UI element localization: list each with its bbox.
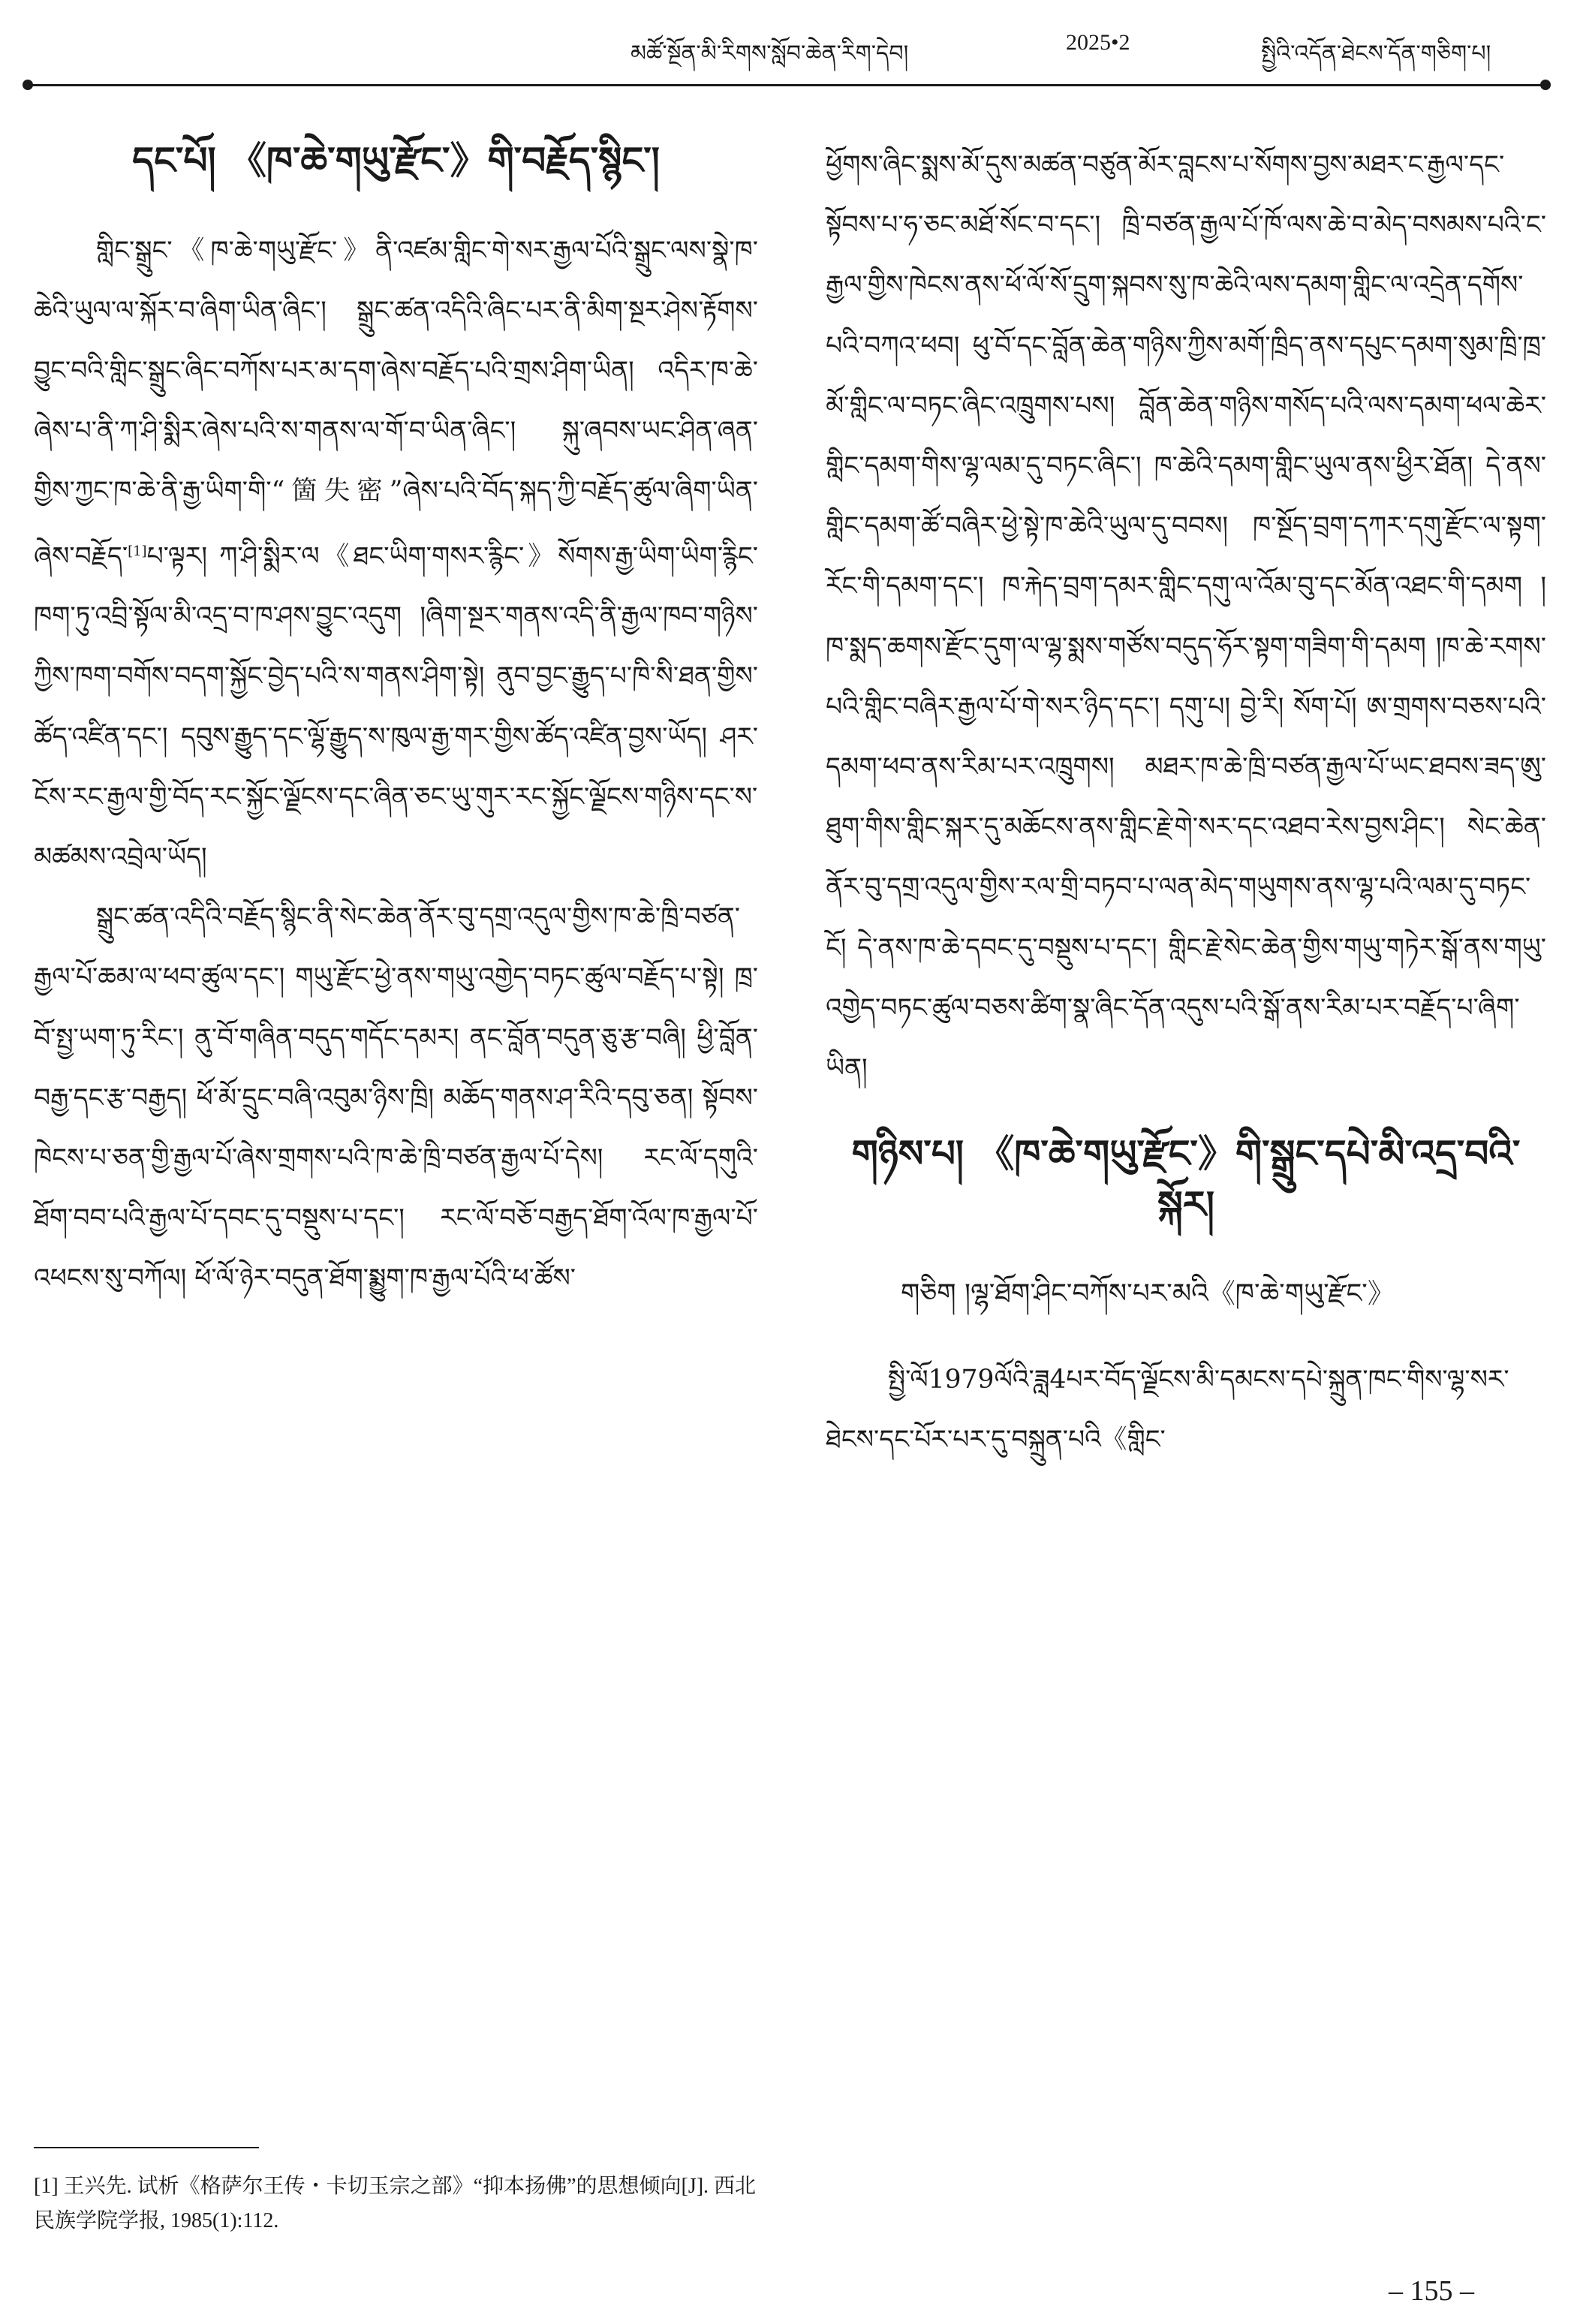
section-one-title: དང་པོ། 《ཁ་ཆེ་གཡུ་རྫོང་》གི་བརྗོད་སྙིང་། [132, 138, 660, 182]
page-number: – 155 – [1389, 2275, 1474, 2307]
running-header [0, 29, 1574, 74]
body-paragraph: ཕྱོགས་ཞིང་སྨས་མོ་དུས་མཚན་བཙུན་མོར་བླངས་པ་སོགས་བྱས་མཐར་ང་རྒྱལ་དང་སྟོབས་པ་ཧ་ཅང་མཐོ་སོང་བ་དང་། ཁྲི་བཙན་རྒྱལ་པོ་ཁོ་ལས་ཆེ་བ་མེད་བསམས་པའི་ང་རྒྱལ་གྱིས་ཁེངས་ནས་ཕོ་ལོ་སོ་དྲུག་སྐབས་སུ་ཁ་ཆེའི་ལས་དམག་གླིང་ལ་འདྲེན་དགོས་པའི་བཀའ་ཕབ། ཕུ་བོ་དང་བློན་ཆེན་གཉིས་ཀྱིས་མགོ་ཁྲིད་ནས་དཔུང་དམག་སུམ་ཁྲི་ཁྲ་མོ་གླིང་ལ་བཏང་ཞིང་འཁྲུགས་པས། བློན་ཆེན་གཉིས་གསོད་པའི་ལས་དམག་ཕལ་ཆེར་གླིང་དམག་གིས་ལྷ་ལམ་དུ་བཏང་ཞིང་། ཁ་ཆེའི་དམག་གླིང་ཡུལ་ནས་ཕྱིར་ཐོན། དེ་ནས་གླིང་དམག་ཚོ་བཞིར་ཕྱེ་སྟེ་ཁ་ཆེའི་ཡུལ་དུ་བབས། ཁ་སྔོད་བྲག་དཀར་དགུ་རྫོང་ལ་སྟག་རོང་གི་དམག་དང་། ཁ་རྐེད་བྲག་དམར་གླིང་དགུ་ལ་འོམ་བུ་དང་མོན་འཐང་གི་དམག །ཁ་སྨད་ཆགས་རྫོང་དུག་ལ་ལྷ་སྨས་གཙོས་བདུད་ཧོར་སྟག་གཟིག་གི་དམག །ཁ་ཆེ་རགས་པའི་གླིང་བཞིར་རྒྱལ་པོ་གེ་སར་ཉིད་དང་། དགུ་པ། བྱེ་རི། སོག་པོ། ཨ་གྲགས་བཅས་པའི་དམག་ཕབ་ནས་རིམ་པར་འཁྲུགས། མཐར་ཁ་ཆེ་ཁྲི་བཙན་རྒྱལ་པོ་ཡང་ཐབས་ཟད་ཨུ་ཐུག་གིས་གླིང་སྐར་དུ་མཆོངས་ནས་གླིང་རྗེ་གེ་སར་དང་འཐབ་རེས་བྱས་ཤིང་། སེང་ཆེན་ནོར་བུ་དགྲ་འདུལ་གྱིས་རལ་གྲི་བཏབ་པ་ལན་མེད་གཡུགས་ནས་ལྷ་པའི་ལམ་དུ་བཏང་ངོ། དེ་ནས་ཁ་ཆེ་དབང་དུ་བསྡུས་པ་དང་། གླིང་རྗེ་སེང་ཆེན་གྱིས་གཡུ་གཏེར་སྒོ་ནས་གཡུ་འགྱེད་བཏང་ཚུལ་བཅས་ཚིག་སྣ་ཞིང་དོན་འདུས་པའི་སྒོ་ནས་རིམ་པར་བརྗོད་པ་ཞིག་ཡིན། [826, 150, 1546, 1084]
paragraph-text: པ་ལྟར། ཀ་ཤི་སྨིར་ལ《ཐང་ཡིག་གསར་རྙིང་》སོགས་རྒྱ་ཡིག་ཡིག་རྙིང་ཁག་ཏུ་འབྲི་སྟོལ་མི་འདྲ་བ་ཁ་ཤས་བྱུང་འདུག །ཞིག་སྔར་གནས་འདི་ནི་རྒྱལ་ཁབ་གཉིས་ཀྱིས་ཁག་བགོས་བདག་སྐྱོང་བྱེད་པའི་ས་གནས་ཤིག་སྟེ། ནུབ་བྱང་རྒྱུད་པ་ཁི་སི་ཐན་གྱིས་ཚོད་འཛིན་དང་། དབུས་རྒྱུད་དང་ལྷོ་རྒྱུད་ས་ཁུལ་རྒྱ་གར་གྱིས་ཚོད་འཛིན་བྱས་ཡོད། ཤར་ངོས་རང་རྒྱལ་གྱི་བོད་རང་སྐྱོང་ལྗོངས་དང་ཞིན་ཅང་ཡུ་གུར་རང་སྐྱོང་ལྗོངས་གཉིས་དང་ས་མཚམས་འབྲེལ་ཡོད། [34, 541, 758, 873]
body-paragraph: སྒྲུང་ཚན་འདིའི་བརྗོད་སྙིང་ནི་སེང་ཆེན་ནོར་བུ་དགྲ་འདུལ་གྱིས་ཁ་ཆེ་ཁྲི་བཙན་རྒྱལ་པོ་ཆམ་ལ་ཕབ་ཚུལ་དང་། གཡུ་རྫོང་ཕྱེ་ནས་གཡུ་འགྱེད་བཏང་ཚུལ་བརྗོད་པ་སྟེ། ཁྲ་བོ་སྤྱ་ཡག་ཏུ་རིང་། ནུ་བོ་གཞིན་བདུད་གདོང་དམར། ནང་བློན་བདུན་ཅུ་རྩ་བཞི། ཕྱི་བློན་བརྒྱ་དང་རྩ་བརྒྱད། ཕོ་མོ་དྲུང་བཞི་འབུམ་ཉིས་ཁྲི། མཆོད་གནས་ཤ་རིའི་དབུ་ཅན། སྟོབས་ཁེངས་པ་ཅན་གྱི་རྒྱལ་པོ་ཞེས་གྲགས་པའི་ཁ་ཆེ་ཁྲི་བཙན་རྒྱལ་པོ་དེས། རང་ལོ་དགུའི་ཐོག་བབ་པའི་རྒྱལ་པོ་དབང་དུ་བསྡུས་པ་དང་། རང་ལོ་བཅོ་བརྒྱད་ཐོག་འོལ་ཁ་རྒྱལ་པོ་འཕངས་སུ་བཀོལ། ཕོ་ལོ་ཉེར་བདུན་ཐོག་སྨྱུག་ཁ་རྒྱལ་པོའི་ཕ་ཚོས་ [34, 902, 758, 1294]
section-two-title: གཉིས་པ། 《ཁ་ཆེ་གཡུ་རྫོང་》གི་སྒྲུང་དཔེ་མི་འདྲ་བའི་སྐོར། [851, 1131, 1521, 1227]
header-rule-dot-right [1540, 80, 1551, 90]
issue-number: 2025•2 [1066, 30, 1130, 55]
right-column [826, 135, 1546, 1471]
journal-title: མཚོ་སྔོན་མི་རིགས་སློབ་ཆེན་རིག་དེབ། [631, 41, 909, 67]
header-rule [29, 84, 1545, 86]
footnote-rule [34, 2147, 259, 2148]
body-paragraph [34, 221, 758, 888]
left-column [34, 135, 758, 1309]
subsection-heading: གཅིག །ལྷ་ཐོག་ཤིང་བཀོས་པར་མའི《ཁ་ཆེ་གཡུ་རྫོང་》 [901, 1278, 1395, 1310]
body-paragraph: སྤྱི་ལོ1979ལོའི་ཟླ4པར་བོད་ལྗོངས་མི་དམངས་དཔེ་སྐྲུན་ཁང་གིས་ལྷ་སར་ཐེངས་དང་པོར་པར་དུ་བསྐྲུན་པའི《གླིང་ [826, 1365, 1509, 1456]
issue-section: སྤྱིའི་འདོན་ཐེངས་དོན་གཅིག་པ། [1261, 41, 1491, 67]
paragraph-text: གླིང་སྒྲུང་《ཁ་ཆེ་གཡུ་རྫོང་》ནི་འཛམ་གླིང་གེ་སར་རྒྱལ་པོའི་སྒྲུང་ལས་སྣེ་ཁ་ཆེའི་ཡུལ་ལ་སྐོར་བ་ཞིག་ཡིན་ཞིང་། སྒྲུང་ཚན་འདིའི་ཞིང་པར་ནི་མིག་སྔར་ཤེས་རྟོགས་བྱུང་བའི་གླིང་སྒྲུང་ཞིང་བཀོས་པར་མ་དག་ཞེས་བརྗོད་པའི་གྲས་ཤིག་ཡིན། འདིར་ཁ་ཆེ་ཞེས་པ་ནི་ཀ་ཤི་སྨིར་ཞེས་པའི་ས་གནས་ལ་གོ་བ་ཡིན་ཞིང་། སྐུ་ཞབས་ཡང་ཤིན་ཞན་གྱིས་ཀྱང་ཁ་ཆེ་ནི་རྒྱ་ཡིག་གི་“箇失密”ཞེས་པའི་བོད་སྐད་ཀྱི་བརྗོད་ཚུལ་ཞིག་ཡིན་ཞེས་བརྗོད་ [34, 235, 758, 572]
footnote: [1] 王兴先. 试析《格萨尔王传・卡切玉宗之部》“抑本扬佛”的思想倾向[J]. 西北民族学院学报, 1985(1):112. [34, 2175, 757, 2232]
footnote-marker: [1] [128, 543, 147, 559]
